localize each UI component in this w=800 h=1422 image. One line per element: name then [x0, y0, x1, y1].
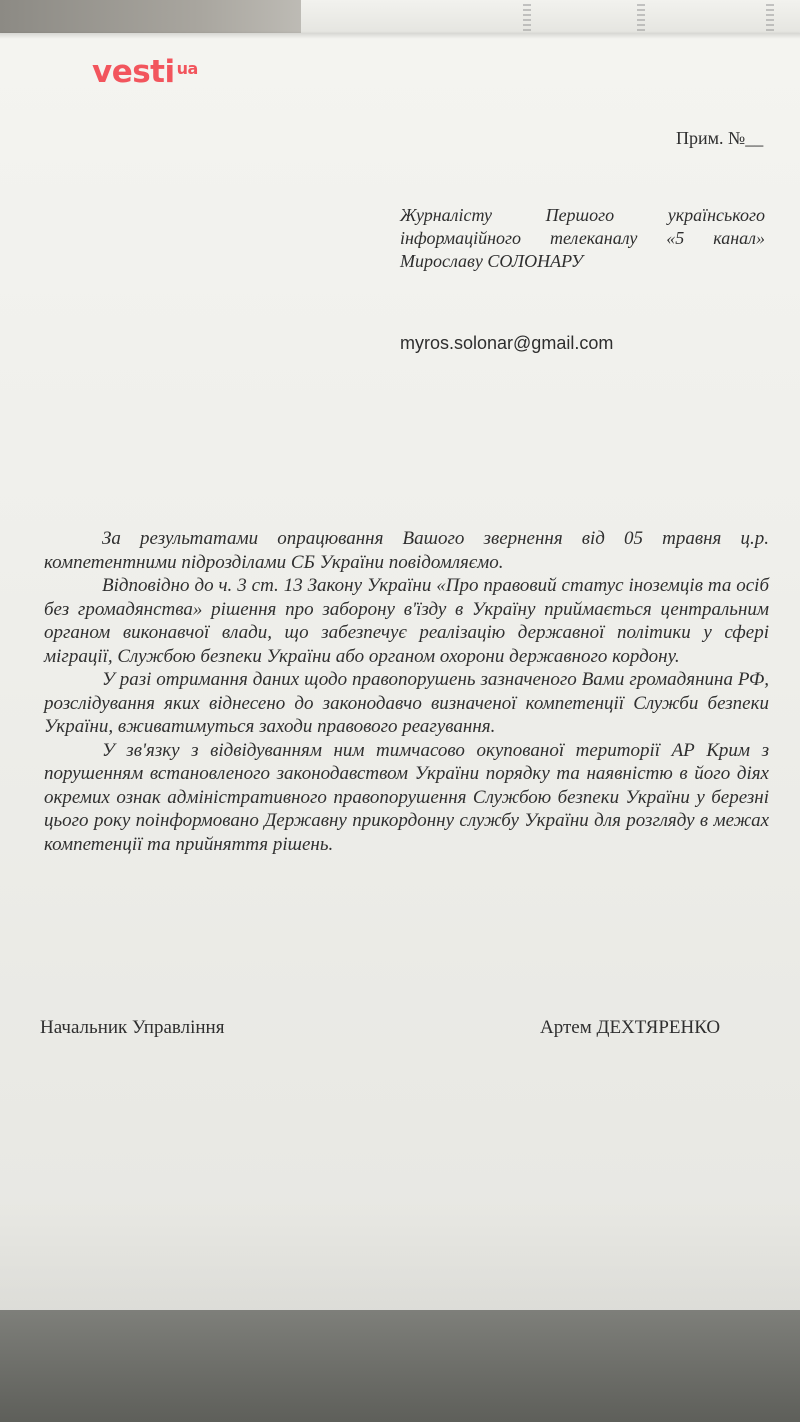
paragraph-2: Відповідно до ч. 3 ст. 13 Закону України «Про правовий статус іноземців та осіб без громадянства» рішення про заборону в'їзду в Україну приймається центральним органом виконавчої влади, що забезпечує реалізацію державної політики у сфері міграції, Службою безпеки України або органом охорони державного кордону. [44, 575, 769, 667]
addressee-line: інформаційного телеканалу «5 канал» [400, 228, 765, 248]
addressee-line: Мирославу СОЛОНАРУ [400, 251, 583, 271]
paragraph-1: За результатами опрацювання Вашого звернення від 05 травня ц.р. компетентними підрозділами СБ України повідомляємо. [44, 528, 769, 573]
underlying-mark [637, 4, 645, 34]
signatory-name: Артем ДЕХТЯРЕНКО [540, 1017, 721, 1038]
vesti-logo [92, 54, 198, 90]
letter-body [44, 527, 769, 856]
document-paper [0, 33, 800, 1320]
paragraph-3: У разі отримання даних щодо правопорушень зазначеного Вами громадянина РФ, розслідування яких віднесено до законодавчо визначеної компетенції Служби безпеки України, вживатимуться заходи правового реагування. [44, 669, 769, 737]
signatory-title: Начальник Управління [40, 1017, 225, 1038]
desk-bottom-background [0, 1310, 800, 1422]
paper-fade [0, 1200, 800, 1320]
addressee-block [400, 204, 765, 273]
underlying-mark [766, 4, 774, 34]
underlying-mark [523, 4, 531, 34]
logo-sub-text: ua [176, 59, 198, 78]
logo-main-text: vesti [92, 54, 175, 90]
paragraph-4: У зв'язку з відвідуванням ним тимчасово окупованої території АР Крим з порушенням встановленого законодавством України порядку та наявністю в його діях окремих ознак адміністративного правопорушення Службою безпеки України у березні цього року поінформовано Державну прикордонну службу України для розгляду в межах компетенції та прийняття рішень. [44, 739, 769, 855]
document-reference: Прим. №__ [676, 128, 764, 148]
email-address: myros.solonar@gmail.com [400, 333, 614, 353]
addressee-line: Журналісту Першого українського [400, 205, 765, 225]
paper-top-shadow [0, 33, 800, 39]
